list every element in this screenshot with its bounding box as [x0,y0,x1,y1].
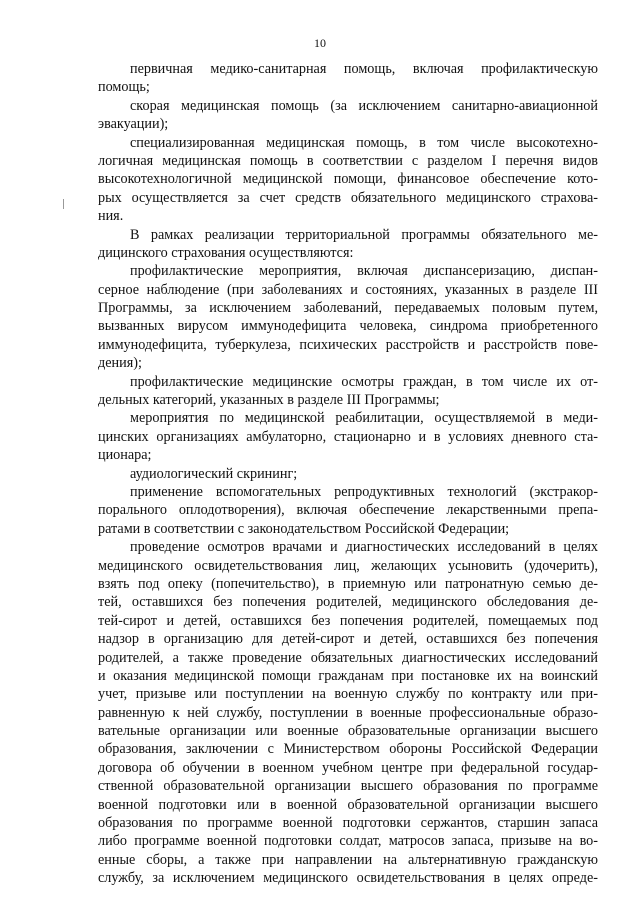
text-line: ния. [98,208,124,225]
text-line: родителей, а также проведение обязательных диагностических исследований [98,649,598,666]
text-line: серное наблюдение (при заболеваниях и состояниях, указанных в разделе III [98,281,598,298]
text-line: мероприятия по медицинской реабилитации, осуществляемой в меди- [130,410,598,427]
text-line: образования по программе военной подготовки сержантов, старшин запаса [98,815,598,832]
text-line: рых осуществляется за счет средств обязательного медицинского страхова- [98,189,598,206]
document-body [98,60,598,888]
text-line: ционара; [98,447,152,464]
page-number: 10 [314,36,326,50]
text-line: Программы, за исключением заболеваний, передаваемых половым путем, [98,300,598,317]
text-line: договора об обучении в военном учебном центре при федеральной государ- [98,759,598,776]
text-line: высокотехнологичной медицинской помощи, финансовое обеспечение кото- [98,171,598,188]
text-line: и оказания медицинской помощи гражданам при постановке их на воинский [98,667,598,684]
text-line: эвакуации); [98,116,169,133]
text-line: специализированная медицинская помощь, в том числе высокотехно- [130,134,598,151]
text-line: логичная медицинская помощь в соответствии с разделом I перечня видов [98,152,598,169]
text-line: ственной образовательной организации высшего образования по программе [98,778,598,795]
text-line: вательные организации или военные образовательные организации высшего [98,723,598,740]
text-line: аудиологический скрининг; [130,465,298,482]
text-line: енные сборы, а также при направлении на альтернативную гражданскую [98,851,598,868]
text-line: вызванных вирусом иммунодефицита человека, синдрома приобретенного [98,318,598,335]
text-line: проведение осмотров врачами и диагностических исследований в целях [130,539,598,556]
text-line: учет, призыве или поступлении на военную службу по контракту или при- [98,686,598,703]
text-line: скорая медицинская помощь (за исключением санитарно-авиационной [130,97,598,114]
text-line: службу, за исключением медицинского освидетельствования в целях опреде- [98,870,598,887]
text-line: взять под опеку (попечительство), в приемную или патронатную семью де- [98,575,598,592]
text-line: В рамках реализации территориальной программы обязательного ме- [130,226,598,243]
text-line: военной подготовки или в военной образовательной организации высшего [98,796,598,813]
text-line: применение вспомогательных репродуктивных технологий (экстракор- [130,483,598,500]
text-line: иммунодефицита, туберкулеза, психических расстройств и расстройств пове- [98,336,598,353]
text-line: равненную к ней службу, поступлении в военные профессиональные образо- [98,704,598,721]
text-line: профилактические медицинские осмотры граждан, в том числе их от- [130,373,598,390]
text-line: надзор в организацию для детей-сирот и детей, оставшихся без попечения [98,631,598,648]
text-line: первичная медико-санитарная помощь, включая профилактическую [130,61,598,77]
text-line: профилактические мероприятия, включая диспансеризацию, диспан- [130,263,598,280]
text-line: дения); [98,355,142,372]
text-line: помощь; [98,79,150,96]
text-line: ратами в соответствии с законодательством Российской Федерации; [98,520,510,537]
text-line: либо программе военной подготовки солдат, матросов запаса, призыве на во- [98,833,598,850]
text-line: дельных категорий, указанных в разделе III Программы; [98,392,440,409]
text-line: тей-сирот и детей, оставшихся без попечения родителей, помещаемых под [98,612,598,629]
text-line: цинских организациях амбулаторно, стационарно и в условиях дневного ста- [98,428,598,445]
text-line: дицинского страхования осуществляются: [98,244,354,261]
text-line: порального оплодотворения), включая обеспечение лекарственными препа- [98,502,598,519]
text-line: медицинского освидетельствования лиц, желающих усыновить (удочерить), [98,557,598,574]
text-line: тей, оставшихся без попечения родителей, медицинского обследования де- [98,594,598,611]
scan-margin-mark [63,199,64,209]
text-line: образования, заключении с Министерством обороны Российской Федерации [98,741,598,758]
